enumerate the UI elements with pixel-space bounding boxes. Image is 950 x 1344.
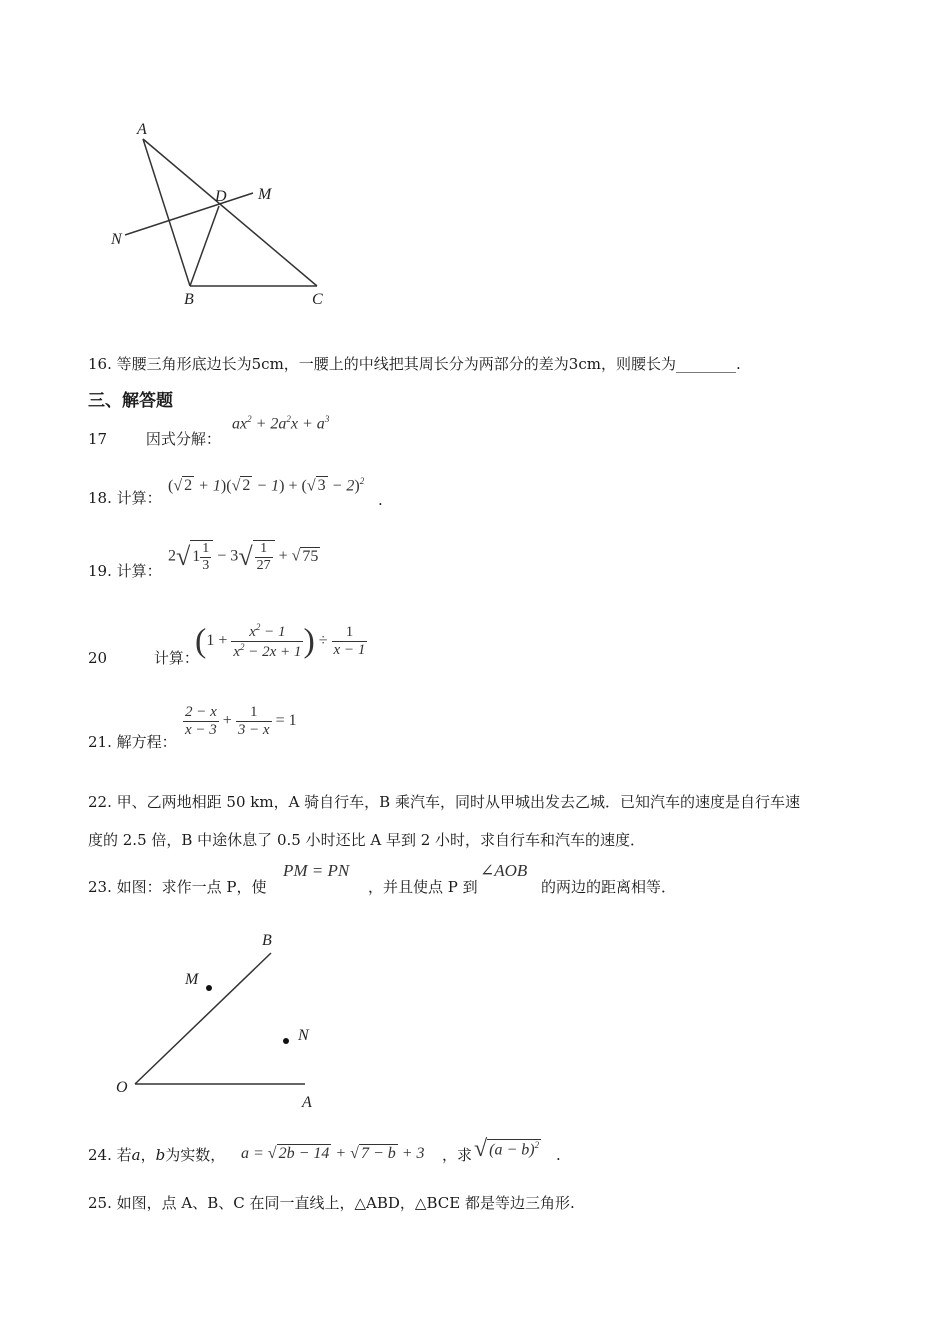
label-M: M — [258, 186, 272, 203]
question-22-line1 — [88, 792, 800, 812]
expr-20: (1 + $\frac{x^2 - 1}{x^2 - 2x + 1}$ ) ÷ $\frac{1}{x - 1}$ — [195, 622, 366, 660]
question-24 — [88, 1145, 225, 1165]
triangle-figure — [105, 115, 345, 315]
separator: ， — [140, 1146, 156, 1164]
expr-24-root: √ $(a - b)^2$ — [474, 1136, 540, 1162]
label-B: B — [262, 932, 272, 949]
section-title: 三、解答题 — [88, 391, 173, 411]
question-text: 甲、乙两地相距 50 km，A 骑自行车，B 乘汽车，同时从甲城出发去乙城．已知汽车的速度是自行车速 — [116, 793, 800, 811]
expr-24-a: a = √ 2b − 14 + √ 7 − b + 3 — [241, 1145, 425, 1162]
angle-figure — [105, 925, 335, 1115]
label-N: N — [111, 231, 122, 248]
question-21 — [88, 732, 177, 752]
question-text: 如图，点 A、B、C 在同一直线上，△ABD，△BCE 都是等边三角形. — [116, 1194, 575, 1212]
question-number: 25. — [88, 1194, 112, 1212]
segment-AB — [143, 139, 190, 286]
question-text: 如图：求作一点 P，使 — [116, 878, 267, 896]
question-24-part3: ，求 — [442, 1146, 473, 1164]
question-20 — [88, 648, 199, 668]
point-N — [283, 1038, 289, 1044]
question-16 — [88, 354, 741, 374]
ray-OB — [135, 953, 271, 1084]
question-number: 22. — [88, 793, 112, 811]
expr-17: $ax^2 + 2a^2x + a^3$ — [232, 414, 330, 433]
question-number: 23. — [88, 878, 112, 896]
question-17 — [88, 429, 221, 449]
var-a: a — [131, 1146, 141, 1164]
question-23-part3: 的两边的距离相等． — [541, 878, 677, 896]
label-B: B — [184, 291, 194, 308]
question-text: 等腰三角形底边长为5cm，一腰上的中线把其周长分为两部分的差为3cm，则腰长为________. — [116, 355, 741, 373]
question-23-part2: ，并且使点 P 到 — [368, 878, 478, 896]
expr-18-end: . — [378, 491, 383, 509]
question-25 — [88, 1193, 575, 1213]
label-A: A — [302, 1094, 312, 1111]
label-C: C — [312, 291, 323, 308]
line-MN — [125, 193, 253, 235]
question-text: 计算： — [153, 649, 199, 667]
expr-23-pm-pn: PM = PN — [283, 861, 350, 880]
expr-23-angle: ∠AOB — [480, 861, 528, 880]
question-text: 计算： — [116, 562, 162, 580]
segment-BD — [190, 206, 219, 286]
question-number: 24. — [88, 1146, 112, 1164]
question-text-2: 为实数， — [165, 1146, 226, 1164]
var-b: b — [155, 1146, 166, 1164]
question-number: 20 — [88, 649, 108, 667]
label-M: M — [185, 971, 199, 988]
question-23 — [88, 877, 267, 897]
question-number: 19. — [88, 562, 112, 580]
question-18 — [88, 488, 162, 508]
label-D: D — [215, 188, 227, 205]
segment-AC — [143, 139, 317, 286]
label-O: O — [116, 1079, 128, 1096]
expr-18: (√ 2 + 1)(√ 2 − 1) + (√ 3 − 2)$^2$ — [168, 476, 365, 495]
expr-19: 2√ 1 $\frac{1}{3}$ − 3√ $\frac{1}{27}$ + √ 75 — [168, 541, 319, 573]
question-24-end: . — [556, 1146, 561, 1164]
question-number: 18. — [88, 489, 112, 507]
expr-21: $\frac{2 - x}{x - 3}$ + $\frac{1}{3 - x}$ = 1 — [185, 704, 297, 738]
question-text: 若 — [116, 1146, 132, 1164]
label-A: A — [137, 121, 147, 138]
label-N: N — [298, 1027, 309, 1044]
question-number: 16. — [88, 355, 112, 373]
question-22-line2: 度的 2.5 倍，B 中途休息了 0.5 小时还比 A 早到 2 小时，求自行车和汽车的速度． — [88, 831, 646, 849]
question-text: 计算： — [116, 489, 162, 507]
question-text: 因式分解： — [145, 430, 221, 448]
question-number: 21. — [88, 733, 112, 751]
question-19 — [88, 561, 162, 581]
question-text: 解方程： — [116, 733, 177, 751]
question-number: 17 — [88, 430, 108, 448]
point-M — [206, 985, 212, 991]
